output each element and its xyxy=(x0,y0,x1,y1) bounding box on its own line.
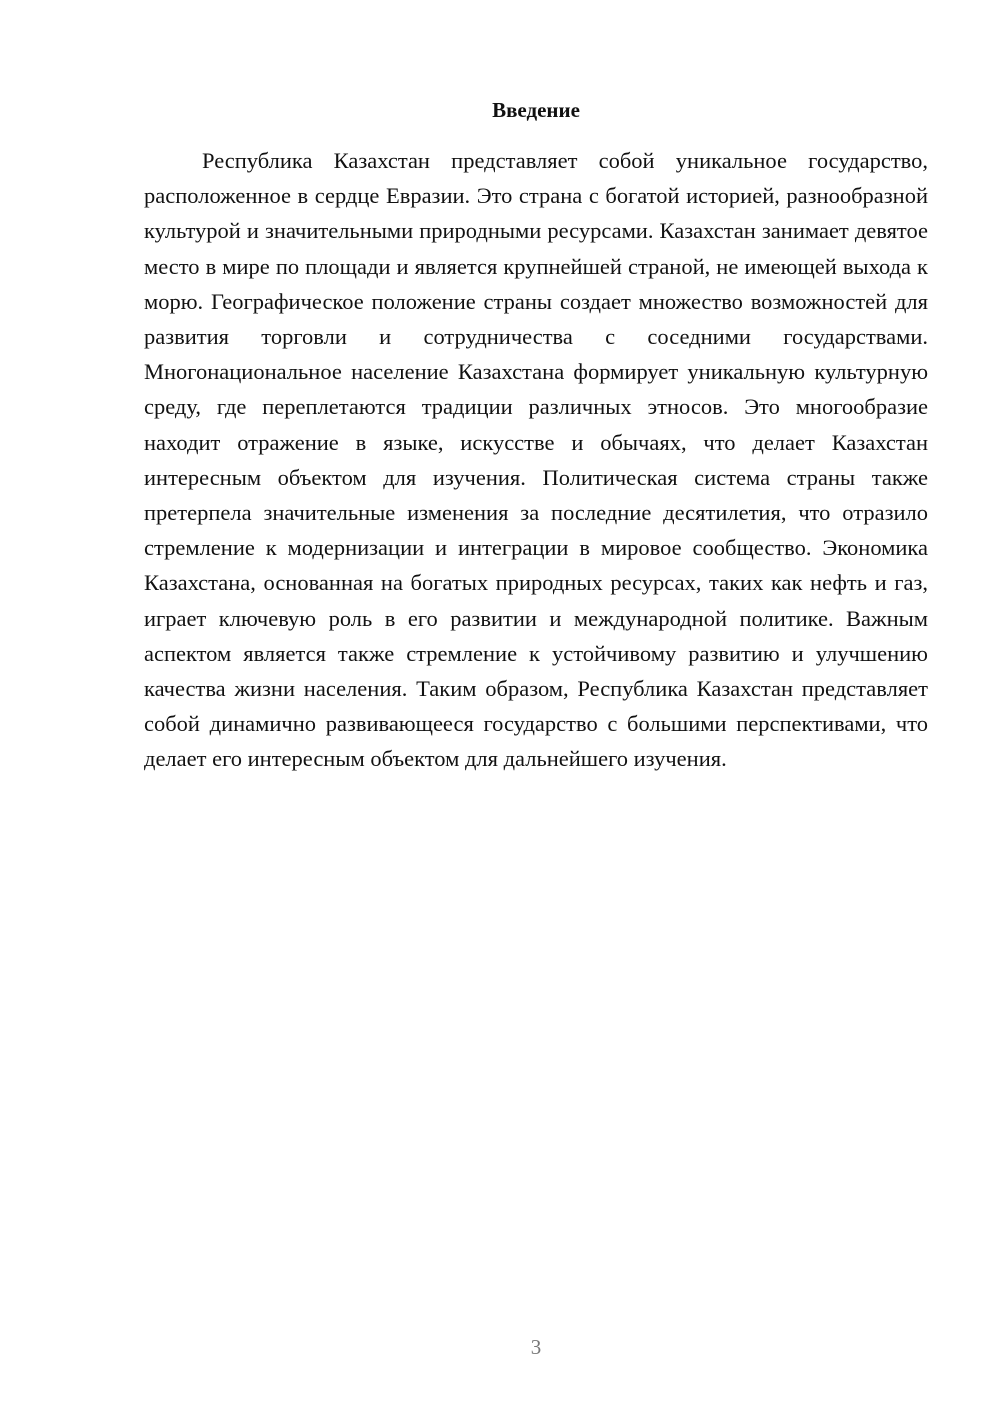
section-heading: Введение xyxy=(492,98,580,122)
page-number: 3 xyxy=(530,1335,542,1359)
body-paragraph: Республика Казахстан представляет собой уникальное государство, расположенное в сердце Евразии. Это страна с богатой историей, разнообразной культурой и значительными природными ресурсами. Казахстан занимает девятое место в мире по площади и является крупнейшей страной, не имеющей выхода к морю. Географическое положение страны создает множество возможностей для развития торговли и сотрудничества с соседними государствами. Многонациональное население Казахстана формирует уникальную культурную среду, где переплетаются традиции различных этносов. Это многообразие находит отражение в языке, искусстве и обычаях, что делает Казахстан интересным объектом для изучения. Политическая система страны также претерпела значительные изменения за последние десятилетия, что отразило стремление к модернизации и интеграции в мировое сообщество. Экономика Казахстана, основанная на богатых природных ресурсах, таких как нефть и газ, играет ключевую роль в его развитии и международной политике. Важным аспектом является также стремление к устойчивому развитию и улучшению качества жизни населения. Таким образом, Республика Казахстан представляет собой динамично развивающееся государство с большими перспективами, что делает его интересным объектом для дальнейшего изучения. xyxy=(144,148,928,772)
